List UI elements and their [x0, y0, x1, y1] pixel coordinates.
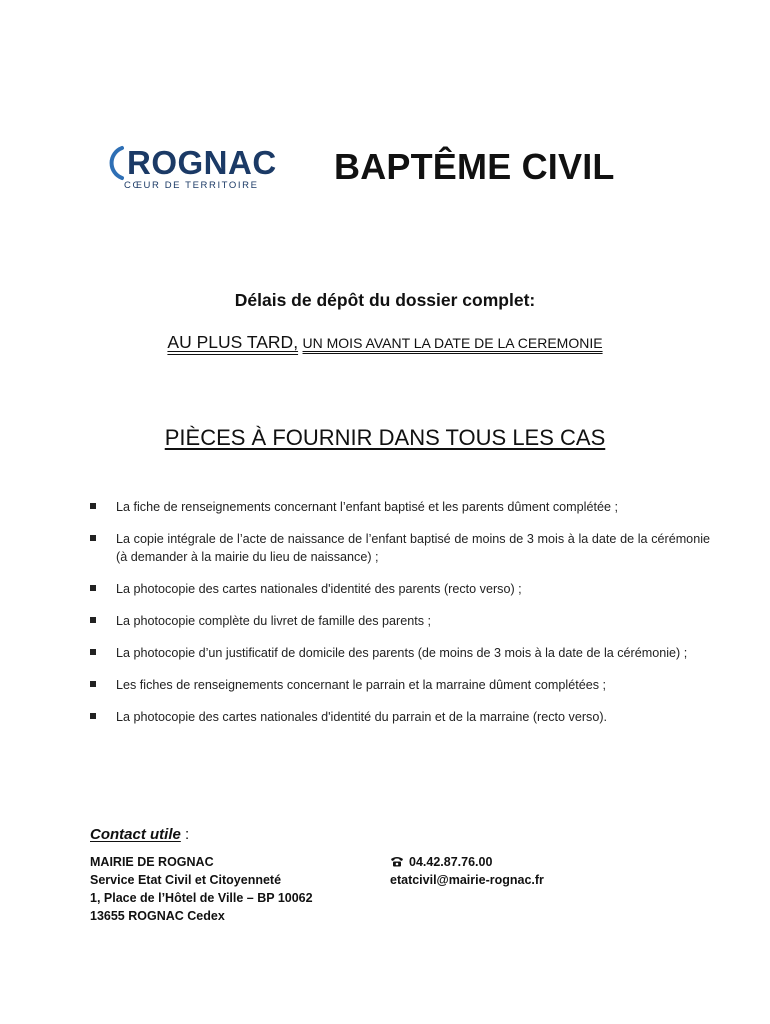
deadline-rest: UN MOIS AVANT LA DATE DE LA CEREMONIE: [302, 335, 603, 351]
contact-address: [90, 853, 313, 925]
contact-label-suffix: :: [180, 826, 190, 843]
contact-label: Contact utile: [90, 826, 181, 843]
page-title: BAPTÊME CIVIL: [334, 146, 615, 187]
list-item-text: La photocopie des cartes nationales d'identité des parents (recto verso) ;: [116, 582, 522, 596]
list-item: [90, 644, 710, 662]
list-item-text: Les fiches de renseignements concernant le parrain et la marraine dûment complétées ;: [116, 678, 607, 692]
logo-name: ROGNAC: [127, 144, 277, 181]
contact-phone: [390, 853, 544, 871]
rognac-logo: [102, 143, 287, 193]
square-bullet-icon: [90, 503, 96, 509]
phone-number: 04.42.87.76.00: [409, 855, 493, 869]
list-item-text: La photocopie d’un justificatif de domicile des parents (de moins de 3 mois à la date de la cérémonie) ;: [116, 646, 688, 660]
logo-tagline: CŒUR DE TERRITOIRE: [124, 180, 259, 191]
contact-email[interactable]: etatcivil@mairie-rognac.fr: [390, 873, 544, 887]
list-item-text: La fiche de renseignements concernant l’enfant baptisé et les parents dûment complétée ;: [116, 500, 618, 514]
list-item: [90, 498, 710, 516]
square-bullet-icon: [90, 585, 96, 591]
contact-details: [390, 853, 544, 889]
list-item-text: La photocopie des cartes nationales d'identité du parrain et de la marraine (recto verso).: [116, 710, 608, 724]
list-item: [90, 612, 710, 630]
list-item: [90, 676, 710, 694]
list-item: [90, 530, 710, 566]
address-line: MAIRIE DE ROGNAC: [90, 855, 214, 869]
address-line: Service Etat Civil et Citoyenneté: [90, 873, 282, 887]
telephone-icon: [390, 856, 404, 867]
list-item-text: La copie intégrale de l’acte de naissance de l’enfant baptisé de moins de 3 mois à la date de la cérémonie (à demander à la mairie du lieu de naissance) ;: [116, 532, 710, 564]
section-title: PIÈCES À FOURNIR DANS TOUS LES CAS: [164, 425, 606, 450]
logo-arc-icon: [102, 145, 126, 181]
square-bullet-icon: [90, 649, 96, 655]
square-bullet-icon: [90, 535, 96, 541]
address-line: 1, Place de l’Hôtel de Ville – BP 10062: [90, 891, 313, 905]
list-item-text: La photocopie complète du livret de famille des parents ;: [116, 614, 432, 628]
square-bullet-icon: [90, 681, 96, 687]
address-line: 13655 ROGNAC Cedex: [90, 909, 225, 923]
deadline-notice: [0, 332, 770, 353]
documents-list: [90, 498, 710, 740]
logo-wordmark: [102, 143, 277, 183]
square-bullet-icon: [90, 617, 96, 623]
contact-heading: [90, 826, 189, 843]
list-item: [90, 708, 710, 726]
square-bullet-icon: [90, 713, 96, 719]
deadline-emphasis: AU PLUS TARD,: [167, 332, 299, 352]
list-item: [90, 580, 710, 598]
deadline-heading: Délais de dépôt du dossier complet:: [234, 290, 536, 310]
